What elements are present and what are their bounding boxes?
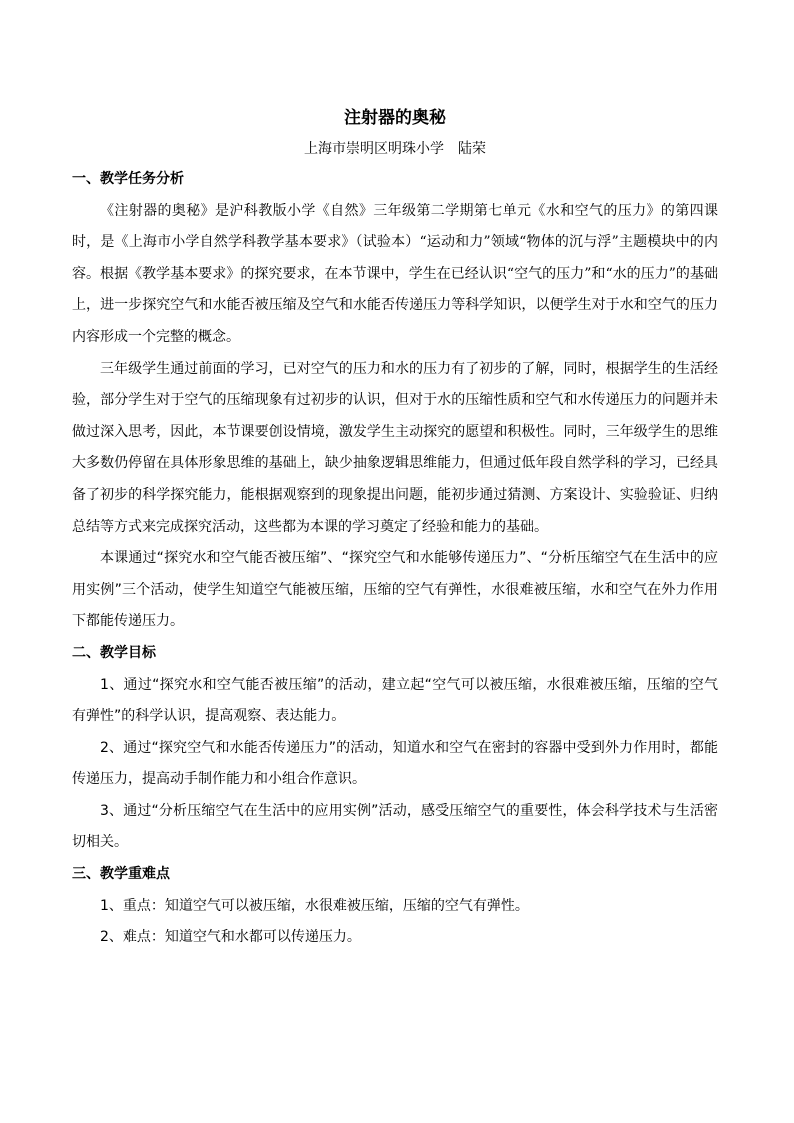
section-heading-task-analysis: 一、教学任务分析 (72, 171, 184, 187)
author-line: 上海市崇明区明珠小学 陆荣 (304, 141, 486, 157)
paragraph: 本课通过“探究水和空气能否被压缩”、“探究空气和水能够传递压力”、“分析压缩空气在生活中的应用实例”三个活动，使学生知道空气能被压缩，压缩的空气有弹性，水很难被压缩，水和空气在外力作用下都能传递压力。 (72, 550, 718, 630)
paragraph: 三年级学生通过前面的学习，已对空气的压力和水的压力有了初步的了解，同时，根据学生的生活经验，部分学生对于空气的压缩现象有过初步的认识，但对于水的压缩性质和空气和水传递压力的问题并未做过深入思考，因此，本节课要创设情境，激发学生主动探究的愿望和积极性。同时，三年级学生的思维大多数仍停留在具体形象思维的基础上，缺少抽象逻辑思维能力，但通过低年段自然学科的学习，已经具备了初步的科学探究能力，能根据观察到的现象提出问题，能初步通过猜测、方案设计、实验验证、归纳总结等方式来完成探究活动，这些都为本课的学习奠定了经验和能力的基础。 (72, 360, 718, 535)
paragraph: 2、通过“探究空气和水能否传递压力”的活动，知道水和空气在密封的容器中受到外力作用时，都能传递压力，提高动手制作能力和小组合作意识。 (72, 739, 718, 788)
paragraph: 1、通过“探究水和空气能否被压缩”的活动，建立起“空气可以被压缩，水很难被压缩，压缩的空气有弹性”的科学认识，提高观察、表达能力。 (72, 676, 718, 725)
section-heading-teaching-goals: 二、教学目标 (72, 644, 156, 661)
paragraph: 3、通过“分析压缩空气在生活中的应用实例”活动，感受压缩空气的重要性，体会科学技术与生活密切相关。 (72, 802, 718, 851)
document-title: 注射器的奥秘 (344, 108, 446, 128)
document-body (72, 104, 718, 954)
paragraph: 《注射器的奥秘》是沪科教版小学《自然》三年级第二学期第七单元《水和空气的压力》的第四课时，是《上海市小学自然学科教学基本要求》（试验本）“运动和力”领域“物体的沉与浮”主题模块中的内容。根据《教学基本要求》的探究要求，在本节课中，学生在已经认识“空气的压力”和“水的压力”的基础上，进一步探究空气和水能否被压缩及空气和水能否传递压力等科学知识，以便学生对于水和空气的压力内容形成一个完整的概念。 (72, 202, 718, 345)
section-heading-key-difficulties: 三、教学重难点 (72, 866, 170, 883)
paragraph: 2、难点：知道空气和水都可以传递压力。 (100, 929, 361, 946)
paragraph: 1、重点：知道空气可以被压缩，水很难被压缩，压缩的空气有弹性。 (100, 897, 529, 914)
